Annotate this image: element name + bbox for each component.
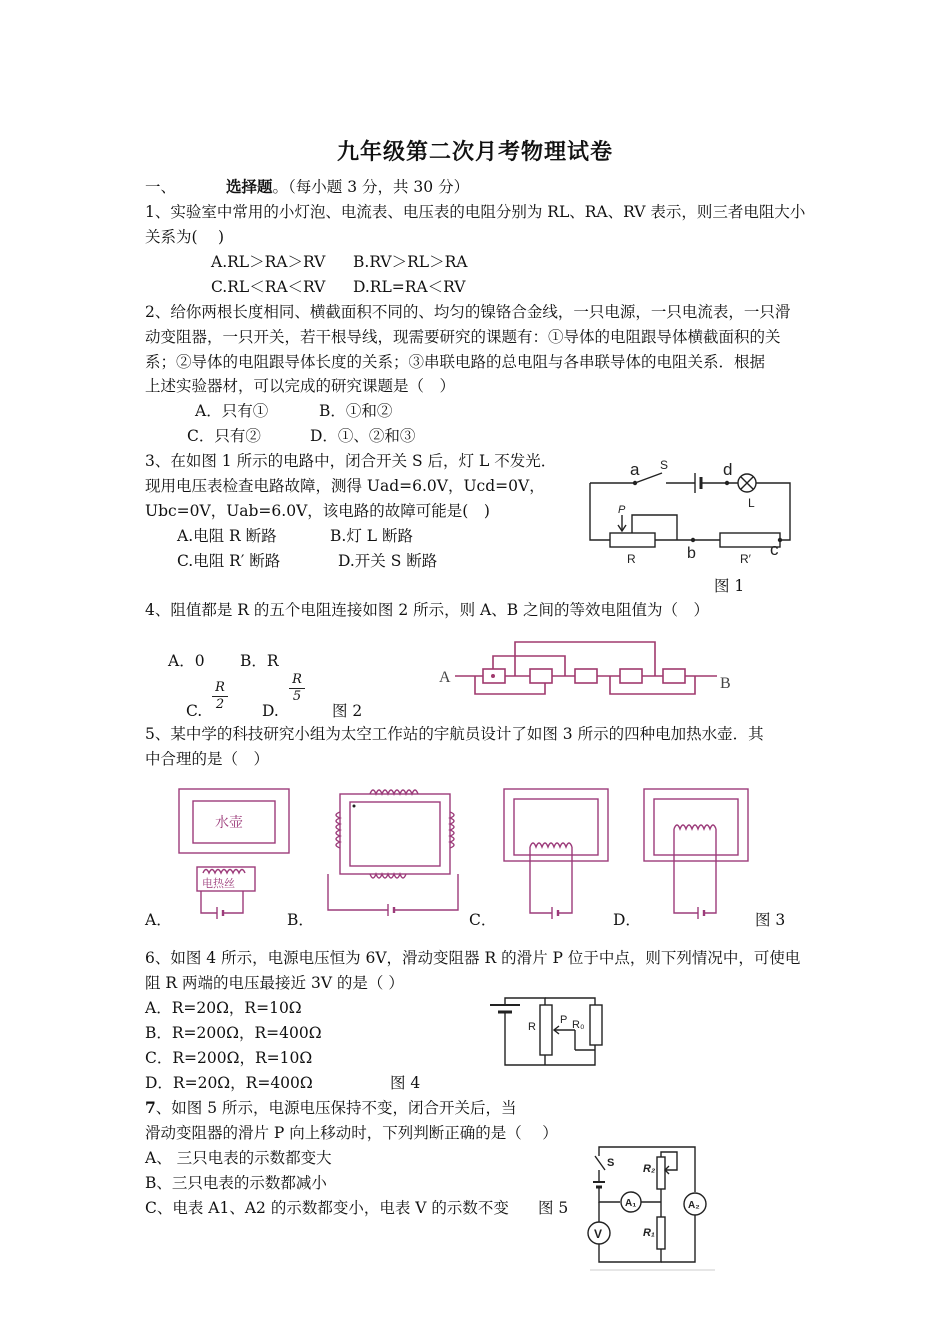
fig5-label-r2: R₂: [643, 1163, 656, 1175]
q2-stem-line3: 系；②导体的电阻跟导体长度的关系；③串联电路的总电阻与各串联导体的电阻关系．根据: [145, 353, 766, 371]
q2-option-c: C．只有②: [187, 427, 261, 445]
fig5-label-v: V: [594, 1227, 603, 1241]
fig4-label-r: R: [528, 1021, 536, 1033]
q6-option-d: D．R=20Ω，R=400Ω: [145, 1074, 313, 1092]
q2-option-b: B．①和②: [319, 402, 393, 420]
fig5-caption: 图 5: [538, 1199, 569, 1217]
figure-1-circuit: [580, 455, 805, 575]
q5-stem-line1: 5、某中学的科技研究小组为太空工作站的宇航员设计了如图 3 所示的四种电加热水壶．其: [145, 725, 764, 743]
fig5-label-a1: A₁: [625, 1198, 637, 1209]
q6-stem-line2: 阻 R 两端的电压最接近 3V 的是（ ）: [145, 974, 404, 992]
q1-stem-line1: 1、实验室中常用的小灯泡、电流表、电压表的电阻分别为 RL、RA、RV 表示，则三者电阻大小: [145, 203, 806, 221]
q7-stem-line1-text: 、如图 5 所示，电源电压保持不变，闭合开关后，当: [155, 1099, 517, 1117]
q4-option-d: D.: [262, 702, 279, 720]
page-title: 九年级第二次月考物理试卷: [336, 139, 613, 165]
q3-option-a: A.电阻 R 断路: [177, 527, 277, 545]
figure-5-circuit: [585, 1142, 720, 1274]
fig1-caption: 图 1: [714, 577, 745, 595]
q4-fraction-d: [289, 673, 305, 704]
fig1-label-p: P: [618, 504, 626, 516]
q2-stem-line4: 上述实验器材，可以完成的研究课题是（ ）: [145, 377, 456, 395]
q4-option-b: B．R: [240, 652, 279, 670]
q7-stem-line2: 滑动变阻器的滑片 P 向上移动时，下列判断正确的是（ ）: [145, 1124, 558, 1142]
fig4-label-r0: R₀: [572, 1019, 585, 1031]
q4-fraction-c: [212, 681, 228, 712]
fig5-label-r1: R₁: [643, 1227, 655, 1239]
section-name: 选择题: [226, 177, 273, 196]
fig2-caption: 图 2: [332, 702, 363, 720]
q2-stem-line1: 2、给你两根长度相同、横截面积不同的、均匀的镍铬合金线，一只电源，一只电流表，一只滑: [145, 303, 791, 321]
q7-stem-line1: [145, 1096, 517, 1120]
fig1-label-l: L: [748, 496, 755, 510]
fig2-label-a: A: [439, 669, 451, 686]
q5-option-c: C．: [469, 911, 497, 929]
fig1-label-r: R: [627, 552, 636, 566]
q7-option-b: B、三只电表的示数都减小: [145, 1174, 327, 1192]
section-header: [145, 175, 469, 199]
q2-option-a: A．只有①: [195, 402, 269, 420]
fig3a-kettle-label: 水壶: [215, 815, 243, 831]
q6-option-a: A．R=20Ω，R=10Ω: [145, 999, 302, 1017]
q6-option-c: C．R=200Ω，R=10Ω: [145, 1049, 313, 1067]
q3-stem-line1: 3、在如图 1 所示的电路中，闭合开关 S 后，灯 L 不发光．: [145, 452, 557, 470]
q1-option-d: D.RL=RA＜RV: [353, 278, 466, 296]
q4-fraction-d-den: 5: [292, 689, 302, 704]
q2-option-d: D．①、②和③: [310, 427, 416, 445]
q7-number: 7: [145, 1098, 156, 1117]
q3-stem-line2: 现用电压表检查电路故障，测得 Uad=6.0V，Ucd=0V，: [145, 477, 545, 495]
q1-option-b: B.RV＞RL＞RA: [353, 253, 468, 271]
q3-option-b: B.灯 L 断路: [330, 527, 413, 545]
q3-stem-line3: Ubc=0V，Uab=6.0V，该电路的故障可能是( ): [145, 502, 490, 520]
fig3-caption: 图 3: [755, 911, 786, 929]
q1-stem-line2: 关系为( ): [145, 228, 225, 246]
q3-option-d: D.开关 S 断路: [338, 552, 438, 570]
fig2-label-b: B: [720, 675, 731, 692]
figure-4-circuit: [480, 990, 620, 1075]
figure-2-resistor-network: [435, 632, 735, 702]
fig5-label-a2: A₂: [688, 1200, 700, 1211]
fig1-label-r-prime: R′: [740, 552, 751, 566]
fig4-caption: 图 4: [390, 1074, 421, 1092]
q5-option-a: A．: [145, 911, 172, 929]
figure-3c-kettle: [500, 785, 615, 920]
q5-option-b: B．: [287, 911, 314, 929]
fig1-label-b: b: [687, 545, 696, 562]
q4-stem-line1: 4、阻值都是 R 的五个电阻连接如图 2 所示，则 A、B 之间的等效电阻值为（ ）: [145, 601, 710, 619]
section-number: 一、: [145, 178, 177, 196]
figure-3b-kettle: [318, 772, 468, 922]
q2-stem-line2: 动变阻器，一只开关，若干根导线，现需要研究的课题有：①导体的电阻跟导体横截面积的关: [145, 328, 781, 346]
fig3a-wire-label: 电热丝: [202, 877, 235, 890]
fig5-label-s: S: [607, 1157, 615, 1169]
q5-stem-line2: 中合理的是（ ）: [145, 750, 270, 768]
fig1-label-s: S: [660, 458, 669, 472]
q4-fraction-c-den: 2: [215, 697, 225, 712]
q4-fraction-d-num: R: [292, 672, 302, 687]
q7-option-c: C、电表 A1、A2 的示数都变小，电表 V 的示数不变: [145, 1199, 509, 1217]
fig1-label-a: a: [630, 460, 640, 479]
q6-option-b: B．R=200Ω，R=400Ω: [145, 1024, 322, 1042]
fig1-label-c: c: [770, 540, 779, 559]
q4-option-c: C.: [186, 702, 203, 720]
q1-option-a: A.RL＞RA＞RV: [211, 253, 326, 271]
section-note: 。（每小题 3 分，共 30 分）: [272, 178, 470, 196]
q5-option-d: D．: [613, 911, 641, 929]
q6-stem-line1: 6、如图 4 所示，电源电压恒为 6V，滑动变阻器 R 的滑片 P 位于中点，则下列情况中，可使电: [145, 949, 801, 967]
fig4-label-p: P: [560, 1014, 568, 1026]
figure-3d-kettle: [640, 785, 755, 920]
q7-option-a: A、 三只电表的示数都变大: [145, 1149, 332, 1167]
q4-fraction-c-num: R: [215, 680, 225, 695]
q1-option-c: C.RL＜RA＜RV: [211, 278, 326, 296]
q4-option-a: A．0: [168, 652, 205, 670]
q3-option-c: C.电阻 R′ 断路: [177, 552, 281, 570]
fig1-label-d: d: [723, 460, 733, 479]
figure-3a-kettle: [175, 785, 300, 925]
